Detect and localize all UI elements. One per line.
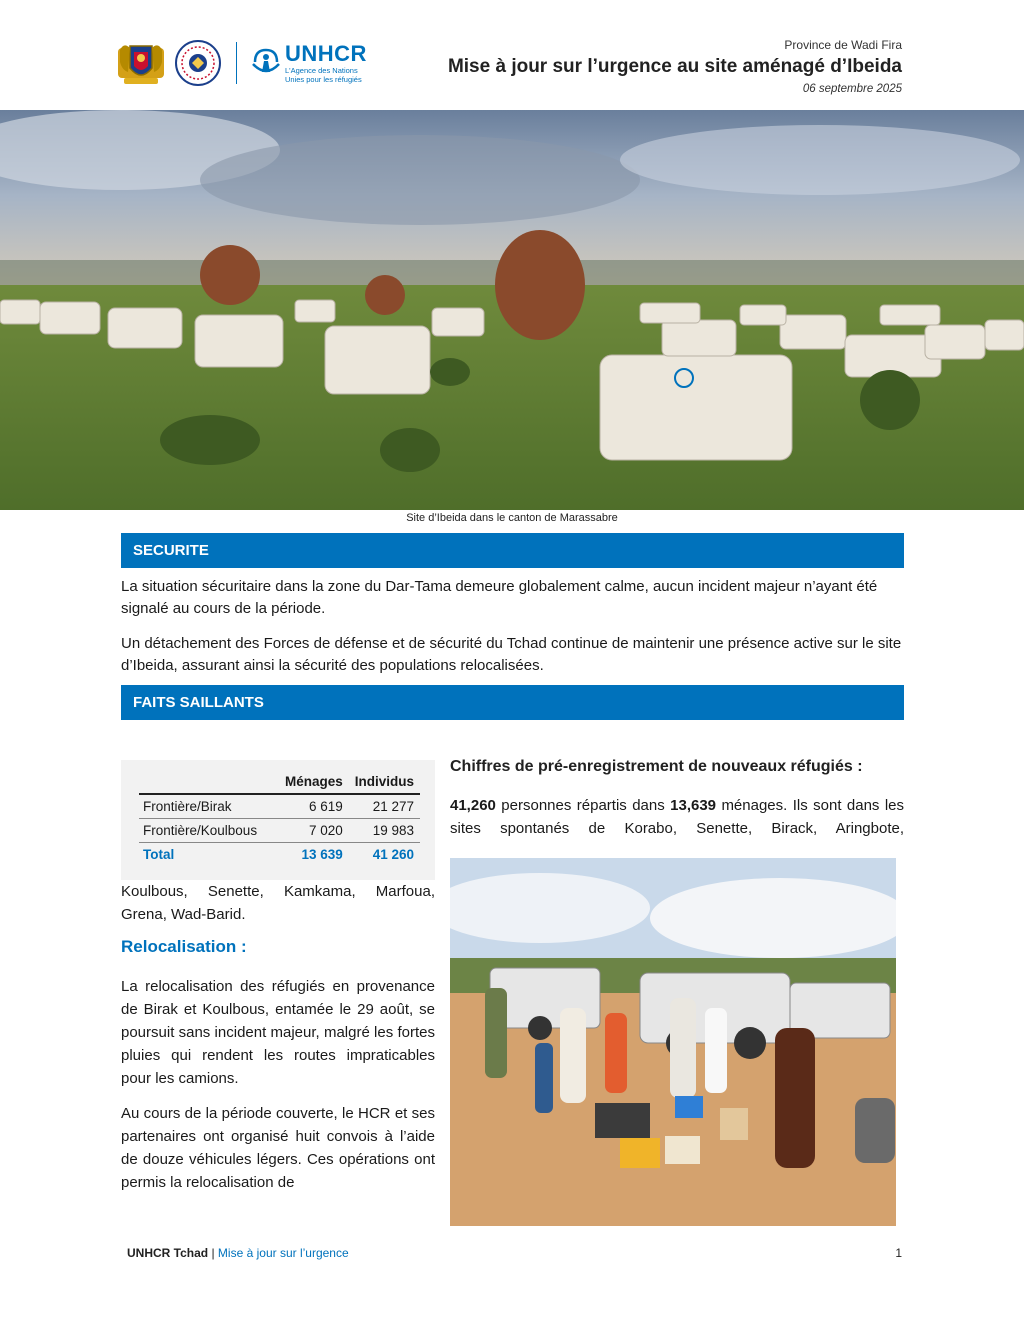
prereg-table bbox=[139, 772, 420, 866]
prereg-text-1: personnes répartis dans bbox=[495, 797, 671, 814]
unhcr-emblem-icon bbox=[251, 46, 281, 80]
table-cell: 21 277 bbox=[349, 794, 420, 819]
province-label: Province de Wadi Fira bbox=[784, 38, 902, 52]
footer-doc-title: Mise à jour sur l’urgence bbox=[217, 1246, 349, 1260]
prereg-continued: Koulbous, Senette, Kamkama, Marfoua, Grena, Wad-Barid. bbox=[121, 883, 435, 923]
section-security-header: SECURITE bbox=[121, 533, 904, 568]
table-cell: Total bbox=[143, 847, 175, 862]
table-header: Ménages bbox=[279, 772, 349, 794]
table-cell: Frontière/Koulbous bbox=[139, 819, 279, 843]
table-header: Individus bbox=[349, 772, 420, 794]
table-cell: 6 619 bbox=[279, 794, 349, 819]
unhcr-sub2: Unies pour les réfugiés bbox=[285, 75, 362, 84]
page-title: Mise à jour sur l’urgence au site aménagé d’Ibeida bbox=[447, 56, 902, 77]
relocation-paragraph-1: La relocalisation des réfugiés en provenance de Birak et Koulbous, entamée le 29 août, se poursuit sans incident majeur, malgré les fortes pluies qui rendent les routes impraticables pour les camions. bbox=[121, 978, 435, 1087]
table-total-row bbox=[139, 843, 420, 867]
unhcr-logo bbox=[251, 40, 367, 84]
table-cell: 7 020 bbox=[279, 819, 349, 843]
prereg-individuals: 41,260 bbox=[450, 797, 496, 814]
logo-divider bbox=[236, 42, 237, 84]
prereg-households: 13,639 bbox=[670, 797, 717, 814]
relocation-heading: Relocalisation : bbox=[121, 937, 247, 956]
unhcr-sub1: L'Agence des Nations bbox=[285, 65, 358, 75]
section-highlights-header: FAITS SAILLANTS bbox=[121, 685, 904, 720]
page-number: 1 bbox=[895, 1246, 902, 1260]
table-cell: 41 260 bbox=[372, 847, 415, 862]
camp-tents-photo bbox=[0, 110, 1024, 510]
table-cell: Frontière/Birak bbox=[139, 794, 279, 819]
report-date: 06 septembre 2025 bbox=[802, 83, 902, 95]
hero-photo bbox=[0, 110, 1024, 510]
prereg-table-box bbox=[121, 760, 435, 880]
footer-org: UNHCR Tchad bbox=[127, 1246, 209, 1260]
relocation-paragraph-2: Au cours de la période couverte, le HCR et ses partenaires ont organisé huit convois à l’aide de douze véhicules légers. Ces opérations ont permis la relocalisation de bbox=[121, 1105, 435, 1191]
security-paragraph-1: La situation sécuritaire dans la zone du Dar-Tama demeure globalement calme, aucun incident majeur n’ayant été signalé au cours de la période. bbox=[121, 578, 878, 617]
table-cell: 13 639 bbox=[301, 847, 343, 862]
table-row bbox=[139, 819, 420, 843]
prereg-text-2: ménages. Ils sont dans les sites spontanés de Korabo, Senette, Birack, Aringbote, bbox=[450, 797, 905, 837]
table-cell: 19 983 bbox=[349, 819, 420, 843]
security-paragraph-2: Un détachement des Forces de défense et de sécurité du Tchad continue de maintenir une présence active sur le site d’Ibeida, assurant ainsi la sécurité des populations relocalisées. bbox=[121, 635, 902, 674]
relocation-convoy-photo bbox=[450, 858, 896, 1226]
chad-coat-of-arms-icon bbox=[116, 38, 166, 88]
footer bbox=[127, 1246, 349, 1260]
table-row bbox=[139, 794, 420, 819]
header-logos bbox=[116, 38, 367, 88]
prereg-paragraph bbox=[450, 794, 904, 840]
header-text bbox=[448, 38, 902, 95]
footer-separator: | bbox=[208, 1246, 218, 1260]
unhcr-name: UNHCR bbox=[285, 40, 367, 66]
hero-caption: Site d’Ibeida dans le canton de Marassabre bbox=[406, 512, 618, 524]
prereg-heading: Chiffres de pré-enregistrement de nouveaux réfugiés : bbox=[450, 758, 863, 775]
cnarr-seal-icon bbox=[174, 39, 222, 87]
convoy-photo bbox=[450, 858, 896, 1226]
table-header bbox=[139, 772, 279, 794]
